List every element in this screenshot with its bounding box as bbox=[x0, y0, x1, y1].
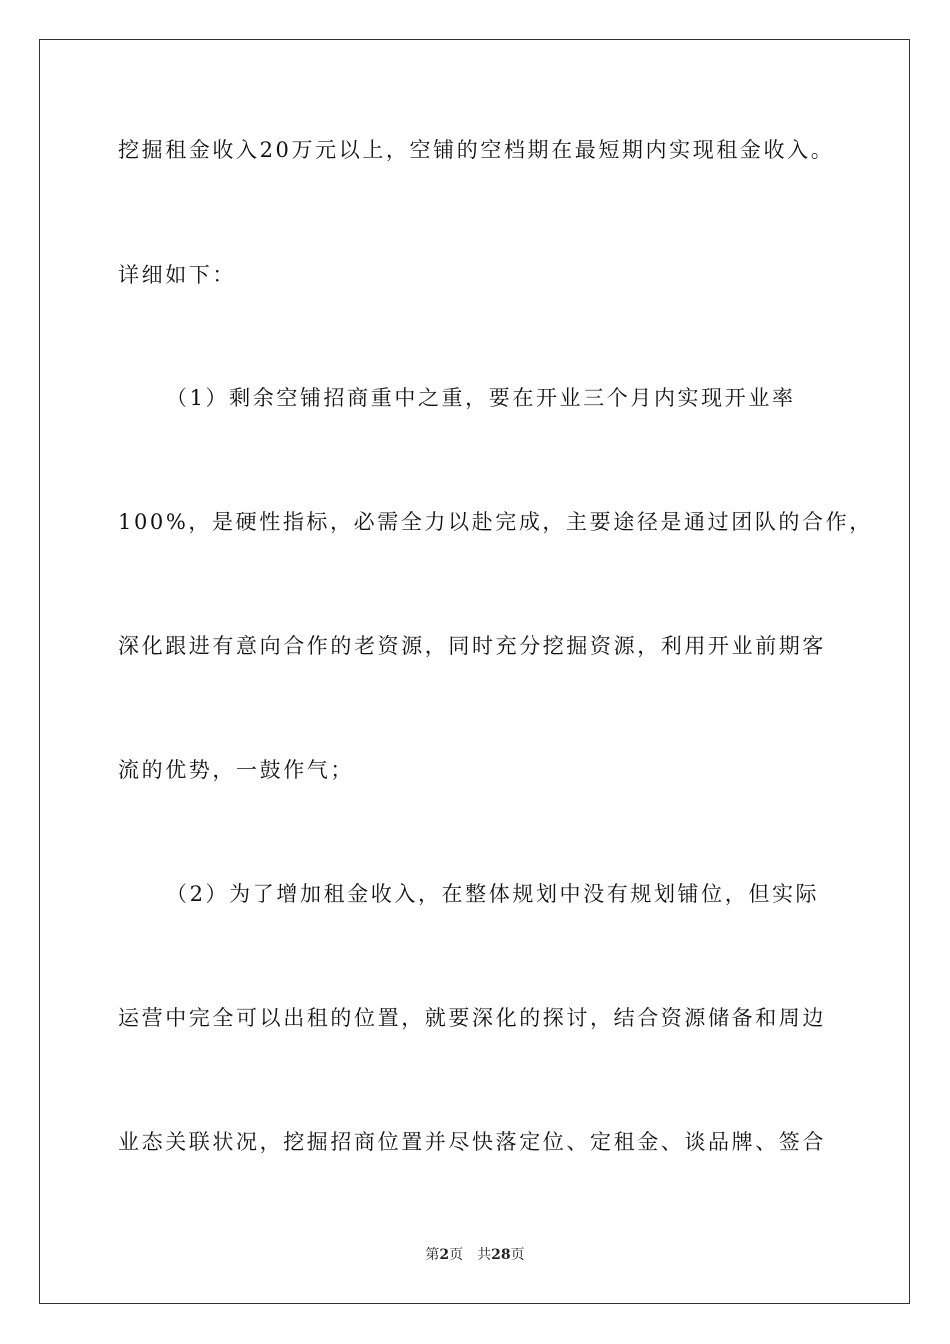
page-prefix: 第 bbox=[425, 1247, 440, 1263]
page-suffix: 页 bbox=[449, 1247, 464, 1263]
body-text-line: 业态关联状况，挖掘招商位置并尽快落定位、定租金、谈品牌、签合 bbox=[118, 1130, 826, 1154]
page-border bbox=[39, 39, 910, 1304]
body-text-line: （2）为了增加租金收入，在整体规划中没有规划铺位，但实际 bbox=[166, 882, 820, 906]
total-pages: 28 bbox=[491, 1247, 511, 1263]
body-text-line: 深化跟进有意向合作的老资源，同时充分挖掘资源，利用开业前期客 bbox=[118, 634, 826, 658]
page-number: 2 bbox=[439, 1247, 450, 1263]
body-text-line: 100%，是硬性指标，必需全力以赴完成，主要途径是通过团队的合作， bbox=[118, 510, 873, 534]
page-footer bbox=[0, 1246, 950, 1264]
body-text-line: （1）剩余空铺招商重中之重，要在开业三个月内实现开业率 bbox=[166, 386, 796, 410]
body-text-line: 详细如下： bbox=[118, 263, 236, 287]
total-suffix: 页 bbox=[510, 1247, 525, 1263]
body-text-line: 流的优势，一鼓作气； bbox=[118, 758, 354, 782]
total-prefix: 共 bbox=[477, 1247, 492, 1263]
body-text-line: 运营中完全可以出租的位置，就要深化的探讨，结合资源储备和周边 bbox=[118, 1006, 826, 1030]
body-text-line: 挖掘租金收入20万元以上，空铺的空档期在最短期内实现租金收入。 bbox=[118, 138, 835, 162]
